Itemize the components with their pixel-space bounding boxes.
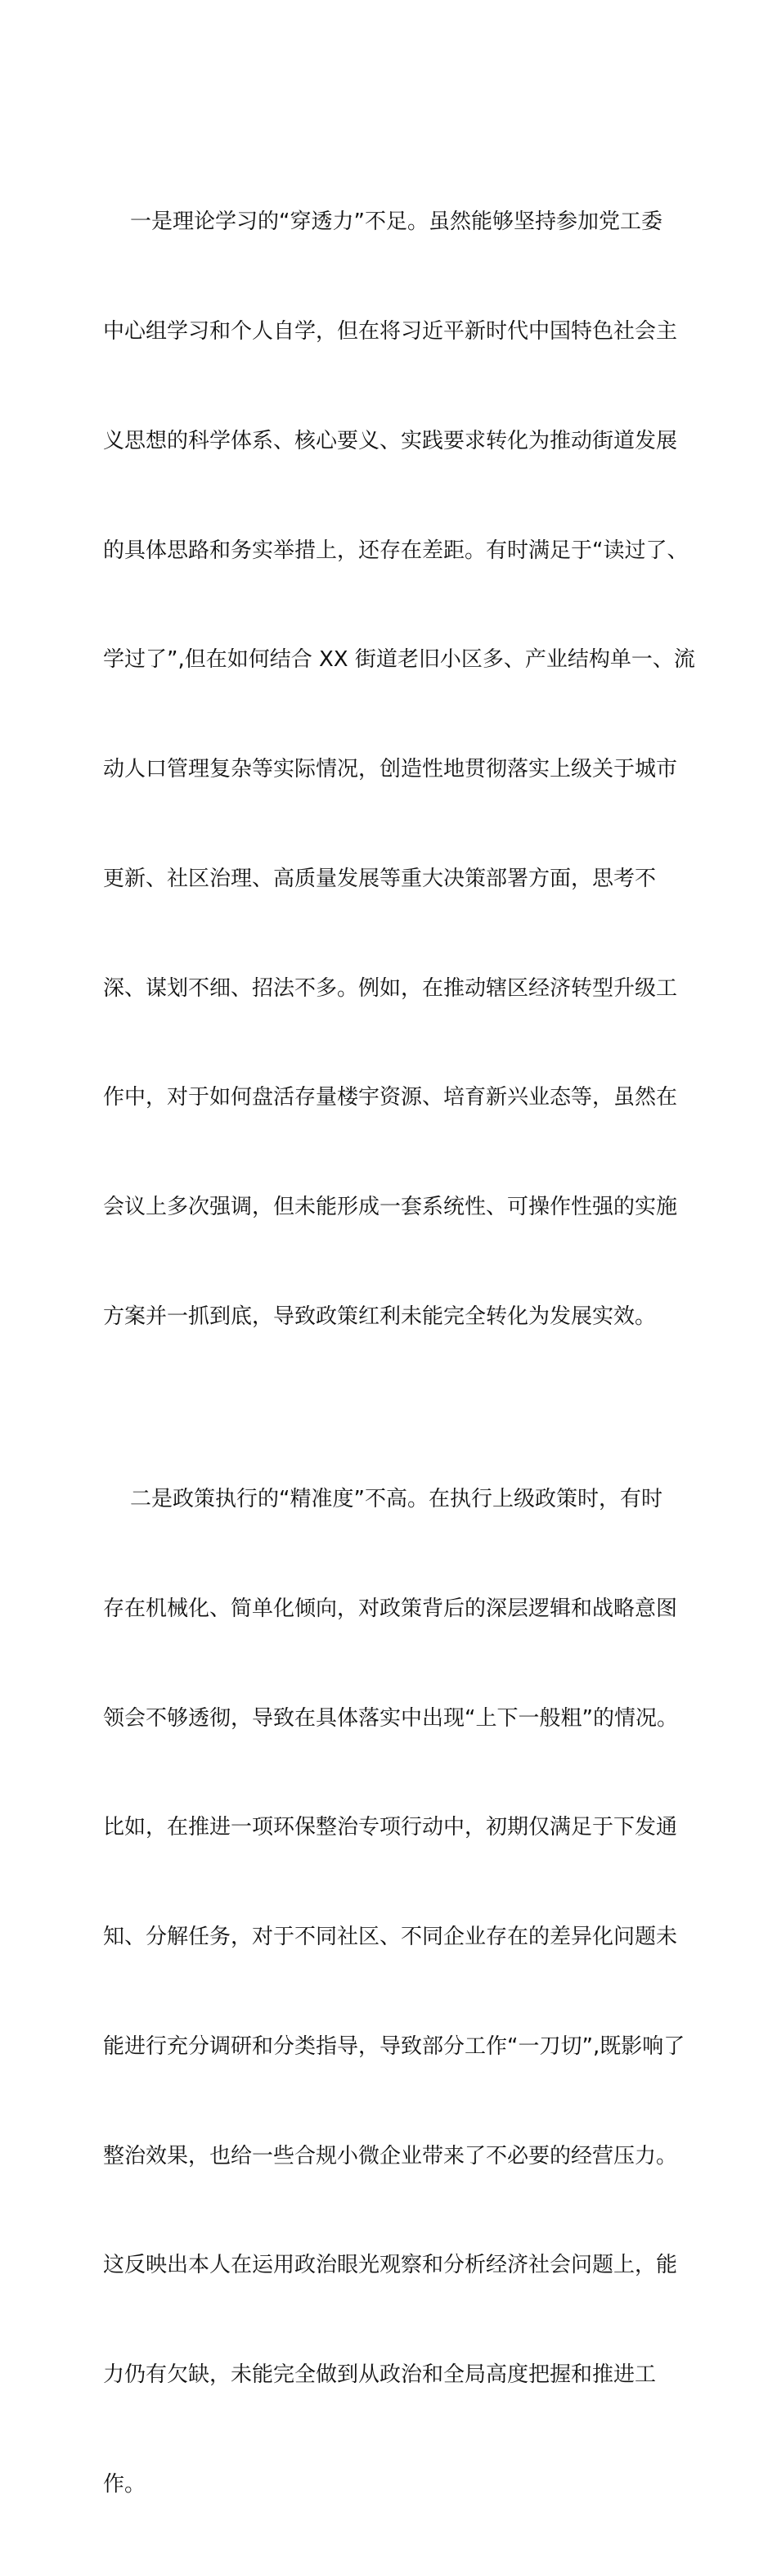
text-line: 知、分解任务，对于不同社区、不同企业存在的差异化问题未 xyxy=(103,1925,678,1950)
text-line: 中心组学习和个人自学，但在将习近平新时代中国特色社会主 xyxy=(103,318,678,344)
text-line: 会议上多次强调，但未能形成一套系统性、可操作性强的实施 xyxy=(103,1195,678,1220)
text-line: 动人口管理复杂等实际情况，创造性地贯彻落实上级关于城市 xyxy=(103,757,678,782)
text-line: 二是政策执行的“精准度”不高。在执行上级政策时，有时 xyxy=(103,1486,662,1511)
paragraph-policy-execution xyxy=(103,1408,684,2576)
text-line: 作中，对于如何盘活存量楼宇资源、培育新兴业态等，虽然在 xyxy=(103,1085,678,1110)
text-line: 深、谋划不细、招法不多。例如，在推动辖区经济转型升级工 xyxy=(103,975,678,1001)
text-line: 学过了”,但在如何结合 XX 街道老旧小区多、产业结构单一、流 xyxy=(103,647,695,673)
text-line: 力仍有欠缺，未能完全做到从政治和全局高度把握和推进工 xyxy=(103,2362,657,2388)
text-line: 更新、社区治理、高质量发展等重大决策部署方面，思考不 xyxy=(103,866,657,891)
text-line: 存在机械化、简单化倾向，对政策背后的深层逻辑和战略意图 xyxy=(103,1596,678,1621)
text-line: 的具体思路和务实举措上，还存在差距。有时满足于“读过了、 xyxy=(103,538,689,563)
text-line: 领会不够透彻，导致在具体落实中出现“上下一般粗”的情况。 xyxy=(103,1705,678,1731)
text-line: 作。 xyxy=(103,2472,146,2497)
paragraph-theory-study xyxy=(103,131,695,1408)
text-line: 整治效果，也给一些合规小微企业带来了不必要的经营压力。 xyxy=(103,2143,678,2168)
document-body xyxy=(103,131,695,2576)
text-line: 这反映出本人在运用政治眼光观察和分析经济社会问题上，能 xyxy=(103,2253,678,2278)
text-line: 一是理论学习的“穿透力”不足。虽然能够坚持参加党工委 xyxy=(103,209,662,235)
text-line: 能进行充分调研和分类指导，导致部分工作“一刀切”,既影响了 xyxy=(103,2033,685,2059)
text-line: 方案并一抓到底，导致政策红利未能完全转化为发展实效。 xyxy=(103,1304,657,1329)
text-line: 比如，在推进一项环保整治专项行动中，初期仅满足于下发通 xyxy=(103,1815,678,1840)
text-line: 义思想的科学体系、核心要义、实践要求转化为推动街道发展 xyxy=(103,428,678,453)
